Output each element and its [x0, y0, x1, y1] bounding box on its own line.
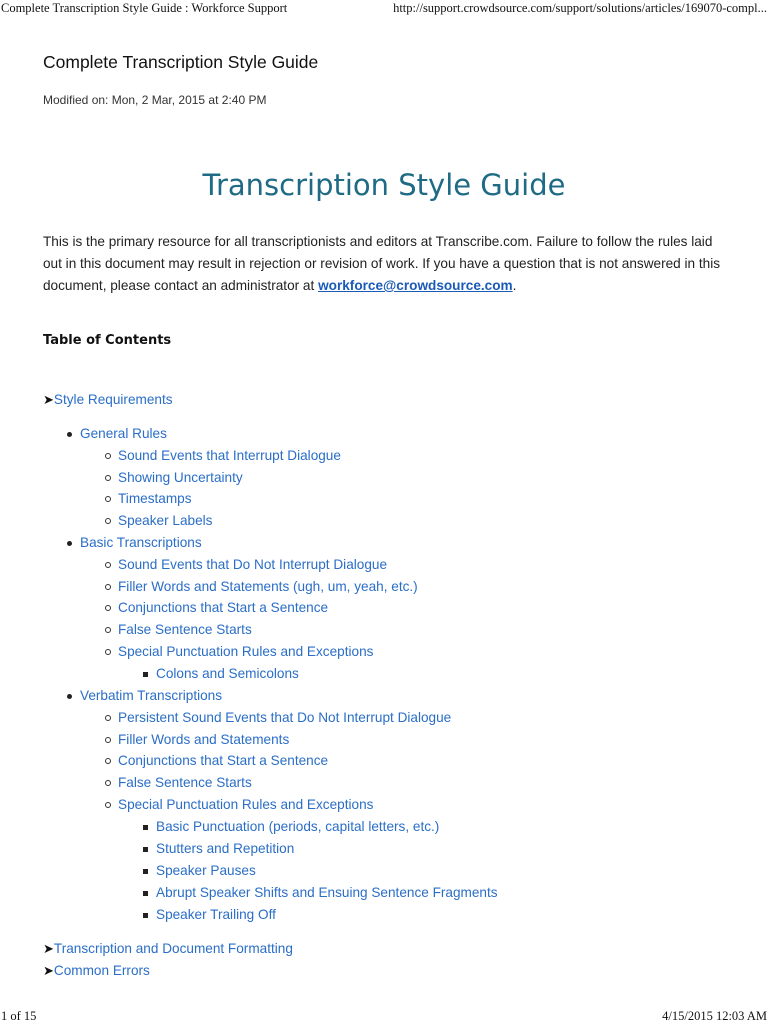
toc-link-speaker-pauses[interactable]: Speaker Pauses — [156, 863, 256, 878]
toc-section-formatting — [43, 940, 293, 958]
toc-link-common-errors[interactable]: Common Errors — [53, 963, 150, 978]
toc-link-basic-transcriptions[interactable]: Basic Transcriptions — [80, 535, 202, 550]
toc-heading: Table of Contents — [43, 333, 172, 348]
circle-bullet-icon — [105, 737, 111, 743]
toc-section-style-requirements — [43, 391, 173, 409]
circle-bullet-icon — [105, 496, 111, 502]
square-bullet-icon — [143, 847, 148, 852]
bullet-icon — [67, 432, 72, 437]
toc-link-timestamps[interactable]: Timestamps — [118, 491, 192, 506]
arrow-icon: ➤ — [43, 392, 54, 407]
toc-item — [118, 469, 243, 487]
circle-bullet-icon — [105, 562, 111, 568]
toc-item — [156, 665, 299, 683]
toc-item — [118, 731, 289, 749]
toc-link-false-starts-basic[interactable]: False Sentence Starts — [118, 622, 252, 637]
toc-link-style-requirements[interactable]: Style Requirements — [53, 392, 173, 407]
circle-bullet-icon — [105, 802, 111, 808]
page-number: 1 of 15 — [1, 1009, 37, 1023]
toc-link-filler-words-basic[interactable]: Filler Words and Statements (ugh, um, yeah, etc.) — [118, 579, 418, 594]
circle-bullet-icon — [105, 605, 111, 611]
toc-item — [118, 774, 252, 792]
square-bullet-icon — [143, 913, 148, 918]
square-bullet-icon — [143, 891, 148, 896]
intro-text: This is the primary resource for all transcriptionists and editors at Transcribe.com. Failure to follow the rules laid out in this document may result in rejection or revision of work. If you have a question that is not answered in this document, please contact an administrator at — [43, 234, 721, 293]
toc-link-colons-semicolons[interactable]: Colons and Semicolons — [156, 666, 299, 681]
toc-item — [118, 752, 328, 770]
bullet-icon — [67, 541, 72, 546]
intro-end: . — [512, 278, 517, 293]
print-footer — [0, 1008, 768, 1026]
toc-link-filler-words-verbatim[interactable]: Filler Words and Statements — [118, 732, 290, 747]
toc-link-persistent-sound-events[interactable]: Persistent Sound Events that Do Not Interrupt Dialogue — [118, 710, 452, 725]
toc-item — [118, 512, 212, 530]
toc-item — [118, 643, 373, 661]
toc-item — [118, 796, 373, 814]
print-header-url: http://support.crowdsource.com/support/solutions/articles/169070-compl... — [393, 1, 767, 15]
toc-link-stutters[interactable]: Stutters and Repetition — [156, 841, 295, 856]
toc-item — [118, 578, 418, 596]
toc-item — [156, 884, 498, 902]
toc-item — [156, 840, 294, 858]
circle-bullet-icon — [105, 518, 111, 524]
square-bullet-icon — [143, 825, 148, 830]
circle-bullet-icon — [105, 627, 111, 633]
toc-link-sound-events-not-interrupt[interactable]: Sound Events that Do Not Interrupt Dialogue — [118, 557, 388, 572]
toc-link-abrupt-shifts[interactable]: Abrupt Speaker Shifts and Ensuing Sentence Fragments — [156, 885, 498, 900]
circle-bullet-icon — [105, 649, 111, 655]
toc-item — [118, 447, 341, 465]
toc-link-trailing-off[interactable]: Speaker Trailing Off — [156, 907, 276, 922]
toc-item — [118, 709, 451, 727]
toc-link-showing-uncertainty[interactable]: Showing Uncertainty — [118, 470, 243, 485]
toc-link-conjunctions-verbatim[interactable]: Conjunctions that Start a Sentence — [118, 753, 329, 768]
modified-date: Modified on: Mon, 2 Mar, 2015 at 2:40 PM — [43, 93, 267, 107]
toc-link-formatting[interactable]: Transcription and Document Formatting — [53, 941, 293, 956]
toc-item — [118, 599, 328, 617]
article-title: Complete Transcription Style Guide — [43, 52, 319, 72]
toc-item — [118, 556, 387, 574]
toc-item — [118, 490, 192, 508]
arrow-icon: ➤ — [43, 941, 54, 956]
toc-link-special-punctuation-basic[interactable]: Special Punctuation Rules and Exceptions — [118, 644, 374, 659]
toc-link-speaker-labels[interactable]: Speaker Labels — [118, 513, 213, 528]
circle-bullet-icon — [105, 715, 111, 721]
toc-item-verbatim-transcriptions — [80, 687, 222, 705]
circle-bullet-icon — [105, 453, 111, 459]
square-bullet-icon — [143, 869, 148, 874]
toc-link-special-punctuation-verbatim[interactable]: Special Punctuation Rules and Exceptions — [118, 797, 374, 812]
arrow-icon: ➤ — [43, 963, 54, 978]
toc-link-false-starts-verbatim[interactable]: False Sentence Starts — [118, 775, 252, 790]
contact-email-link[interactable]: workforce@crowdsource.com — [318, 278, 513, 293]
toc-link-sound-events-interrupt[interactable]: Sound Events that Interrupt Dialogue — [118, 448, 341, 463]
toc-link-general-rules[interactable]: General Rules — [80, 426, 167, 441]
toc-item — [156, 818, 439, 836]
toc-link-verbatim-transcriptions[interactable]: Verbatim Transcriptions — [80, 688, 223, 703]
toc-item — [156, 862, 256, 880]
print-header — [0, 0, 768, 18]
print-datetime: 4/15/2015 12:03 AM — [662, 1009, 767, 1023]
intro-paragraph — [43, 231, 733, 297]
toc-item — [118, 621, 252, 639]
circle-bullet-icon — [105, 584, 111, 590]
bullet-icon — [67, 694, 72, 699]
toc-item-basic-transcriptions — [80, 534, 202, 552]
circle-bullet-icon — [105, 758, 111, 764]
print-header-title: Complete Transcription Style Guide : Workforce Support — [1, 1, 288, 15]
toc-section-common-errors — [43, 962, 150, 980]
toc-item-general-rules — [80, 425, 167, 443]
toc-link-basic-punctuation[interactable]: Basic Punctuation (periods, capital letters, etc.) — [156, 819, 440, 834]
toc-item — [156, 906, 276, 924]
circle-bullet-icon — [105, 475, 111, 481]
toc-link-conjunctions-basic[interactable]: Conjunctions that Start a Sentence — [118, 600, 329, 615]
document-heading: Transcription Style Guide — [202, 168, 566, 202]
square-bullet-icon — [143, 672, 148, 677]
circle-bullet-icon — [105, 780, 111, 786]
